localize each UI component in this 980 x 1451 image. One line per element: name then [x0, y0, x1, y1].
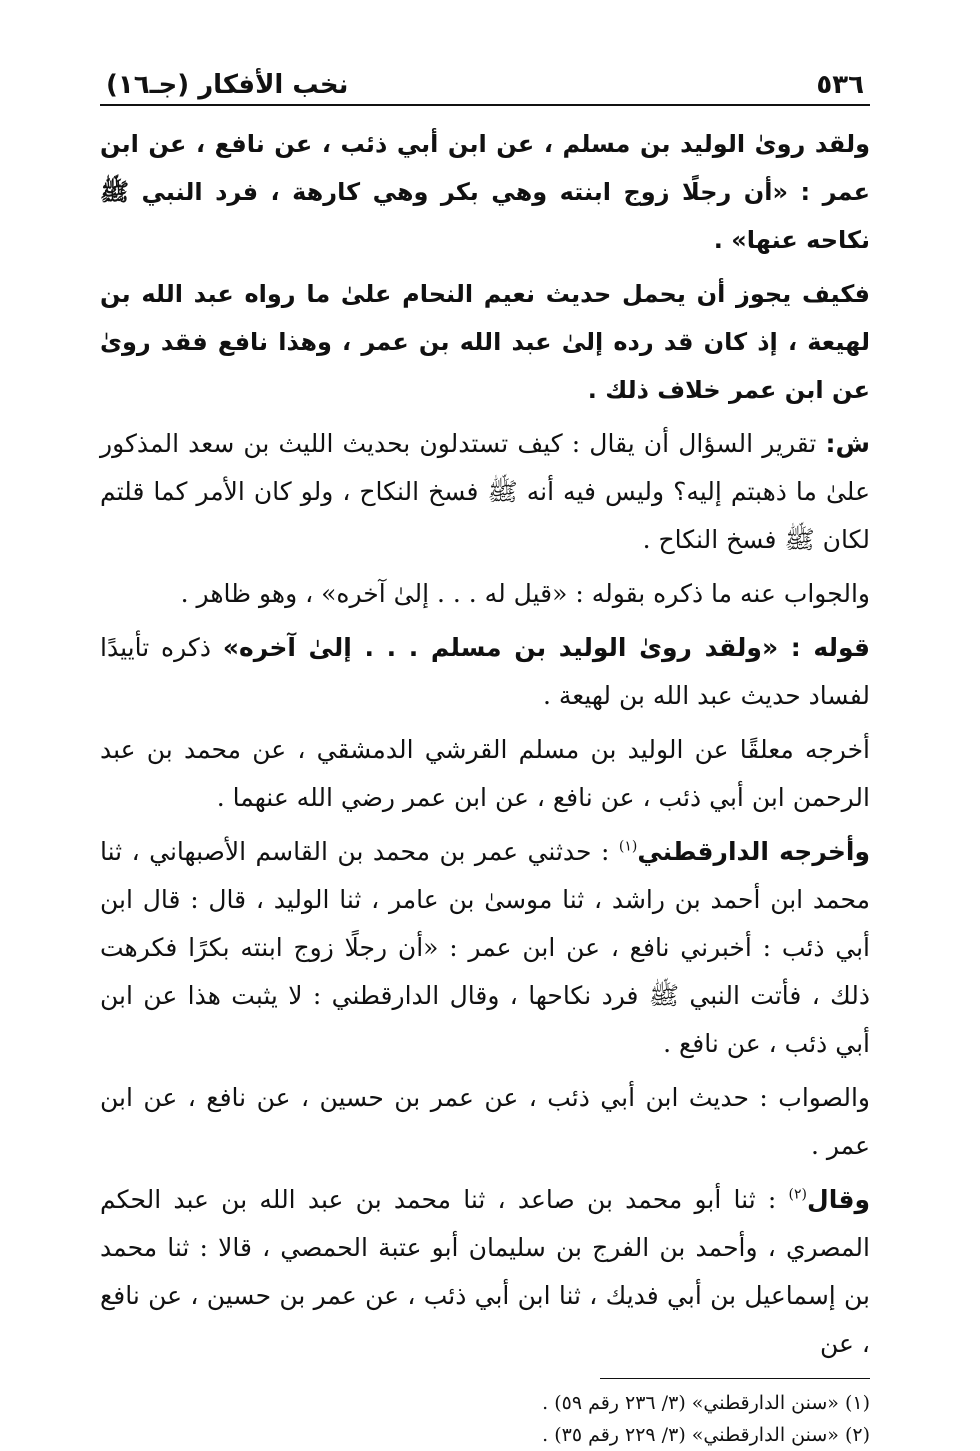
quoted-text-paragraph: [100, 120, 870, 264]
footnote-mark: (٢): [788, 1186, 807, 1203]
paragraph-text: فكيف يجوز أن يحمل حديث نعيم النحام علىٰ ما رواه عبد الله بن لهيعة ، إذ كان قد رده إلىٰ عبد الله بن عمر ، وهذا نافع فقد روىٰ عن ابن عمر خلاف ذلك .: [100, 280, 870, 404]
quoted-text-paragraph: [100, 270, 870, 414]
paragraph-lead: ش:: [825, 429, 870, 458]
paragraph-text: أخرجه معلقًا عن الوليد بن مسلم القرشي الدمشقي ، عن محمد بن عبد الرحمن ابن أبي ذئب ، عن نافع ، عن ابن عمر رضي الله عنهما .: [100, 735, 870, 812]
paragraph-text: : حدثني عمر بن محمد بن القاسم الأصبهاني ، ثنا محمد ابن أحمد بن راشد ، ثنا موسىٰ بن عامر ، ثنا الوليد ، قال : قال ابن أبي ذئب : أخبرني نافع ، عن ابن عمر : «أن رجلًا زوج ابنته بكرًا فكرهت ذلك ، فأتت النبي ﷺ فرد نكاحها ، وقال الدارقطني : لا يثبت هذا عن ابن أبي ذئب ، عن نافع .: [100, 837, 870, 1058]
page-number: ٥٣٦: [816, 70, 864, 100]
commentary-paragraph: [100, 828, 870, 1068]
header-rule: [100, 104, 870, 106]
paragraph-lead: وأخرجه الدارقطني: [637, 837, 870, 866]
footnotes: [100, 1387, 870, 1451]
footnote: (٢) «سنن الدارقطني» (٣/ ٢٢٩ رقم ٣٥) .: [542, 1424, 870, 1446]
commentary-paragraph: [100, 420, 870, 564]
paragraph-text: والصواب : حديث ابن أبي ذئب ، عن عمر بن حسين ، عن نافع ، عن ابن عمر .: [100, 1083, 870, 1160]
paragraph-text: ذكره تأييدًا لفساد حديث عبد الله بن لهيعة .: [100, 633, 870, 710]
paragraph-lead: وقال: [807, 1185, 870, 1214]
commentary-paragraph: [100, 726, 870, 822]
footnote-mark: (١): [618, 838, 638, 855]
footnote-rule: [600, 1378, 870, 1379]
footnote: (١) «سنن الدارقطني» (٣/ ٢٣٦ رقم ٥٩) .: [542, 1392, 870, 1414]
commentary-paragraph: [100, 570, 870, 618]
book-title: نخب الأفكار (جـ١٦): [106, 70, 349, 100]
paragraph-text: : ثنا أبو محمد بن صاعد ، ثنا محمد بن عبد الله بن عبد الحكم المصري ، وأحمد بن الفرج بن سليمان أبو عتبة الحمصي ، قالا : ثنا محمد بن إسماعيل بن أبي فديك ، ثنا ابن أبي ذئب ، عن عمر بن حسين ، عن نافع ، عن: [100, 1185, 870, 1358]
commentary-paragraph: [100, 1074, 870, 1170]
paragraph-text: تقرير السؤال أن يقال : كيف تستدلون بحديث الليث بن سعد المذكور علىٰ ما ذهبتم إليه؟ وليس فيه أنه ﷺ فسخ النكاح ، ولو كان الأمر كما قلتم لكان ﷺ فسخ النكاح .: [100, 429, 870, 554]
commentary-paragraph: [100, 624, 870, 720]
page: [100, 60, 870, 1451]
commentary-paragraph: [100, 1176, 870, 1368]
paragraph-lead: قوله : «ولقد روىٰ الوليد بن مسلم . . . إلىٰ آخره»: [222, 633, 870, 662]
running-header: [100, 60, 870, 100]
paragraph-text: ولقد روىٰ الوليد بن مسلم ، عن ابن أبي ذئب ، عن نافع ، عن ابن عمر : «أن رجلًا زوج ابنته وهي بكر وهي كارهة ، فرد النبي ﷺ نكاحه عنها» .: [100, 130, 870, 254]
paragraph-text: والجواب عنه ما ذكره بقوله : «قيل له . . . إلىٰ آخره» ، وهو ظاهر .: [180, 579, 870, 608]
